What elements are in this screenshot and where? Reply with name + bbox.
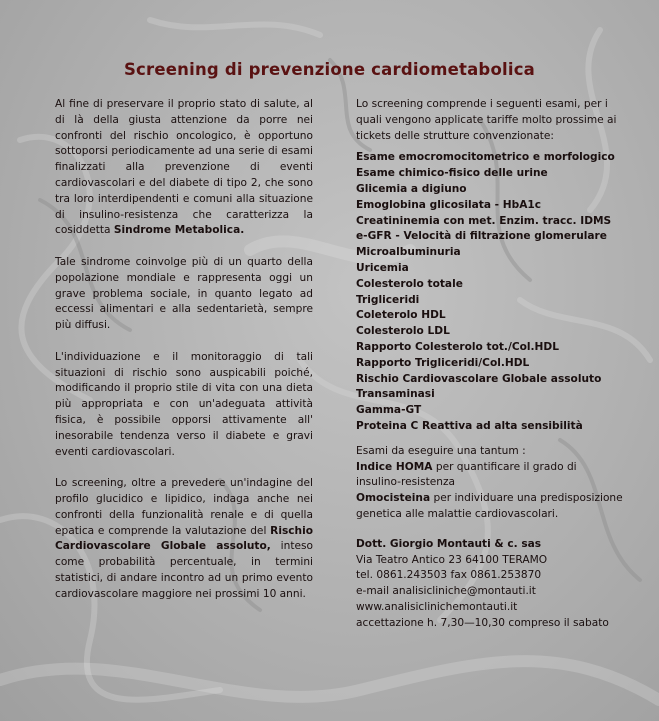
list-item: Rischio Cardiovascolare Globale assoluto bbox=[356, 372, 602, 385]
one-time-heading: Esami da eseguire una tantum : bbox=[356, 444, 526, 457]
contact-block bbox=[356, 537, 624, 632]
exam-list bbox=[356, 150, 624, 434]
metabolic-syndrome-term: Sindrome Metabolica. bbox=[113, 224, 245, 237]
address: Via Teatro Antico 23 64100 TERAMO bbox=[356, 553, 548, 566]
list-item: Microalbuminuria bbox=[356, 246, 461, 259]
list-item: Rapporto Trigliceridi/Col.HDL bbox=[356, 356, 530, 369]
list-item: Uricemia bbox=[356, 261, 409, 274]
list-item: Proteina C Reattiva ad alta sensibilità bbox=[356, 419, 583, 432]
list-item: Creatininemia con met. Enzim. tracc. IDMS bbox=[356, 214, 612, 227]
list-item: Coleterolo HDL bbox=[356, 309, 446, 322]
global-risk-term: Rischio Cardiovascolare Globale assoluto, bbox=[55, 524, 313, 553]
exams-intro: Lo screening comprende i seguenti esami, per i quali vengono applicate tariffe molto prossime ai tickets delle strutture convenzionate: bbox=[356, 98, 617, 142]
website-link[interactable]: www.analisiclinichemontauti.it bbox=[356, 600, 518, 613]
list-item: Colesterolo totale bbox=[356, 277, 463, 290]
intro-paragraph: Al fine di preservare il proprio stato di salute, al di là della giusta attenzione da porre nei confronti del rischio oncologico, è opportuno sottoporsi periodicamente ad una serie di esami finalizzati alla prevenzione di eventi cardiovascolari e del diabete di tipo 2, che sono tra loro interdipendenti e comuni alla situazione di insulino-resistenza che caratterizza la cosiddetta Sindrome Metabolica. bbox=[55, 98, 313, 237]
list-item: Transaminasi bbox=[356, 388, 435, 401]
list-item: Trigliceridi bbox=[356, 293, 420, 306]
list-item: Gamma-GT bbox=[356, 404, 422, 417]
list-item: Colesterolo LDL bbox=[356, 325, 450, 338]
list-item: Esame chimico-fisico delle urine bbox=[356, 167, 548, 180]
list-item: Emoglobina glicosilata - HbA1c bbox=[356, 198, 542, 211]
company-name: Dott. Giorgio Montauti & c. sas bbox=[356, 537, 542, 550]
list-item: Rapporto Colesterolo tot./Col.HDL bbox=[356, 340, 559, 353]
email[interactable]: e-mail analisicliniche@montauti.it bbox=[356, 585, 536, 598]
opening-hours: accettazione h. 7,30—10,30 compreso il sabato bbox=[356, 616, 609, 629]
phone-fax: tel. 0861.243503 fax 0861.253870 bbox=[356, 569, 542, 582]
list-item: Esame emocromocitometrico e morfologico bbox=[356, 151, 615, 164]
right-column bbox=[356, 97, 624, 632]
homocysteine-item: Omocisteina per individuare una predisposizione genetica alle malattie cardiovascolari. bbox=[356, 492, 623, 520]
syndrome-paragraph: Tale sindrome coinvolge più di un quarto della popolazione mondiale e rappresenta oggi un grave problema sociale, in quanto legato ad eccessi alimentari e alla sedentarietà, sempre più diffusi. bbox=[55, 255, 313, 332]
monitoring-paragraph: L'individuazione e il monitoraggio di tali situazioni di rischio sono auspicabili poiché, modificando il proprio stile di vita con una dieta più appropriata e con un'adeguata attività fisica, è possibile opporsi attivamente all' inesorabile tendenza verso il diabete e gravi eventi cardiovascolari. bbox=[55, 350, 313, 458]
one-time-exams bbox=[356, 444, 624, 523]
screening-paragraph: Lo screening, oltre a prevedere un'indagine del profilo glucidico e lipidico, indaga anche nei confronti della funzionalità renale e di quella epatica e comprende la valutazione del Rischio Cardiovascolare Globale assoluto, inteso come probabilità percentuale, in termini statistici, di andare incontro ad un primo evento cardiovascolare maggiore nei prossimi 10 anni. bbox=[55, 477, 313, 600]
list-item: e-GFR - Velocità di filtrazione glomerulare bbox=[356, 230, 607, 243]
list-item: Glicemia a digiuno bbox=[356, 182, 467, 195]
homa-item: Indice HOMA per quantificare il grado di insulino-resistenza bbox=[356, 460, 577, 489]
page-title: Screening di prevenzione cardiometabolica bbox=[123, 60, 536, 79]
left-column bbox=[55, 97, 313, 618]
